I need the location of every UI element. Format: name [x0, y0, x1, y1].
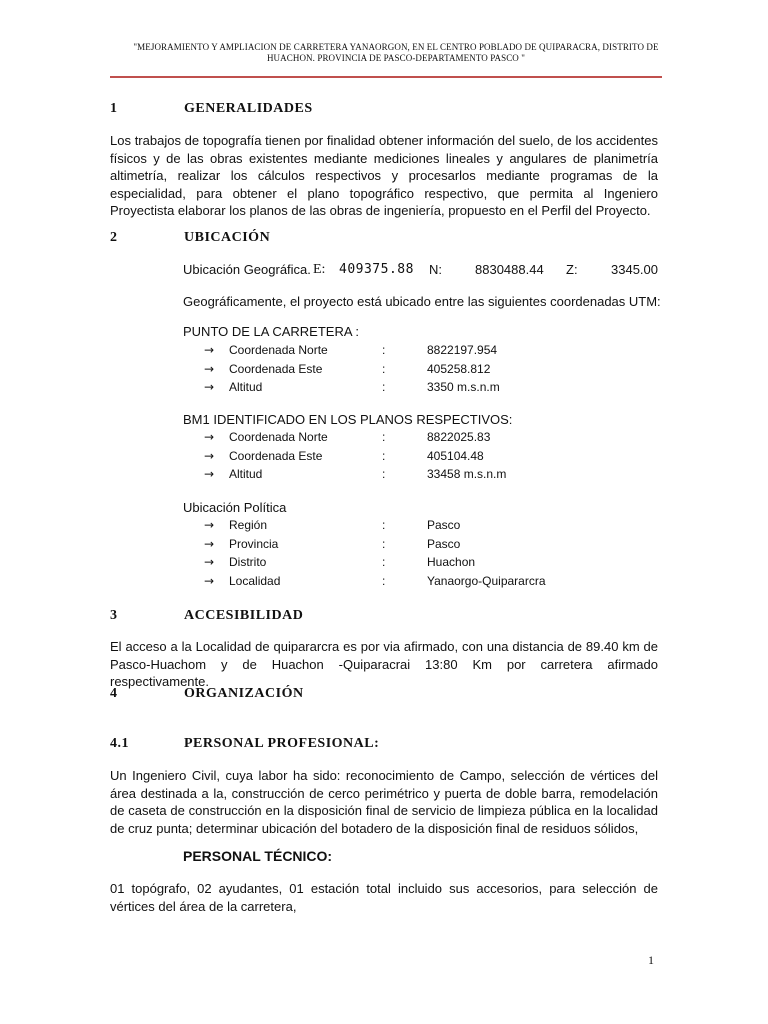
list-item-label: Altitud [229, 380, 263, 394]
list-item-separator: : [382, 536, 386, 551]
list-item-label: Coordenada Norte [229, 343, 328, 357]
arrow-right-icon: → [204, 361, 215, 376]
z-label: Z: [566, 262, 578, 277]
list-item-label: Coordenada Este [229, 448, 323, 463]
section-3-paragraph: El acceso a la Localidad de quipararcra es por via afirmado, con una distancia de 89.40 km de Pasco-Huachom y de Huachon -Quiparacrai 13:80 Km por carretera afirmado respectivamente. [110, 639, 658, 689]
section-title: ACCESIBILIDAD [184, 608, 304, 623]
header-rule [110, 76, 662, 78]
personal-tecnico-paragraph: 01 topógrafo, 02 ayudantes, 01 estación total incluido sus accesorios, para selección de vértices del área de la carretera, [110, 881, 658, 914]
list-item-value: 8822197.954 [427, 343, 498, 357]
arrow-right-icon: → [204, 467, 215, 481]
section-title: ORGANIZACIÓN [184, 686, 304, 701]
section-title: PERSONAL PROFESIONAL: [184, 736, 380, 751]
list-item-separator: : [382, 448, 386, 463]
arrow-right-icon: → [204, 536, 215, 551]
politica-title: Ubicación Política [183, 500, 287, 515]
section-title: GENERALIDADES [184, 101, 313, 116]
bm-title: BM1 IDENTIFICADO EN LOS PLANOS RESPECTIVOS: [183, 412, 513, 427]
section-1-paragraph: Los trabajos de topografía tienen por finalidad obtener información del suelo, de los accidentes físicos y de las obras existentes mediante mediciones lineales y angulares de planimetría altimetría, realizar los cálculos respectivos y procesarlos mediante programas de la especialidad, para obtener el plano topográfico respectivo, que permita al Ingeniero Proyectista elaborar los planos de las obras de ingeniería, propuesto en el Perfil del Proyecto. [110, 133, 658, 218]
list-item-label: Región [229, 518, 268, 532]
utm-intro: Geográficamente, el proyecto está ubicado entre las siguientes coordenadas UTM: [183, 294, 661, 309]
list-item-separator: : [382, 518, 386, 532]
list-item-label: Distrito [229, 555, 267, 569]
list-item-label: Coordenada Norte [229, 430, 328, 444]
header-line-2: HUACHON. PROVINCIA DE PASCO-DEPARTAMENTO PASCO " [266, 53, 526, 63]
n-value: 8830488.44 [475, 262, 544, 277]
list-item-value: Pasco [427, 536, 461, 551]
arrow-right-icon: → [204, 380, 215, 394]
section-4-1-paragraph: Un Ingeniero Civil, cuya labor ha sido: reconocimiento de Campo, selección de vértices del área destinada a la, construcción de cerco perimétrico y puerta de doble barra, remodelación de caseta de construcción en la disposición final de servicio de limpieza pública en la localidad de cruz punta; determinar ubicación del botadero de la disposición final de residuos sólidos, [110, 768, 658, 836]
section-number: 2 [110, 230, 118, 245]
e-value: 409375.88 [339, 262, 414, 277]
n-label: N: [429, 262, 442, 277]
list-item-separator: : [382, 555, 386, 569]
section-title: UBICACIÓN [184, 230, 271, 245]
arrow-right-icon: → [204, 343, 215, 357]
e-label: E: [313, 262, 326, 277]
document-header [96, 42, 696, 64]
header-line-1: "MEJORAMIENTO Y AMPLIACION DE CARRETERA YANAORGON, EN EL CENTRO POBLADO DE QUIPARACRA, DISTRITO DE [133, 42, 659, 52]
section-number: 4 [110, 686, 118, 701]
list-item-separator: : [382, 430, 386, 444]
arrow-right-icon: → [204, 518, 215, 532]
punto-title: PUNTO DE LA CARRETERA : [183, 324, 360, 339]
list-item-label: Provincia [229, 536, 279, 551]
arrow-right-icon: → [204, 573, 215, 588]
list-item-label: Altitud [229, 467, 263, 481]
section-number: 1 [110, 101, 118, 116]
list-item-separator: : [382, 380, 386, 394]
list-item-value: 405258.812 [427, 361, 491, 376]
list-item-separator: : [382, 573, 386, 588]
list-item-separator: : [382, 467, 386, 481]
section-number: 4.1 [110, 736, 129, 751]
list-item-separator: : [382, 343, 386, 357]
arrow-right-icon: → [204, 430, 215, 444]
arrow-right-icon: → [204, 448, 215, 463]
list-item-value: 33458 m.s.n.m [427, 467, 507, 481]
list-item-value: 8822025.83 [427, 430, 491, 444]
page-number: 1 [648, 953, 654, 967]
list-item-value: Pasco [427, 518, 461, 532]
list-item-label: Coordenada Este [229, 361, 323, 376]
list-item-value: Huachon [427, 555, 476, 569]
list-item-value: 3350 m.s.n.m [427, 380, 500, 394]
list-item-label: Localidad [229, 573, 281, 588]
list-item-value: Yanaorgo-Quipararcra [427, 573, 546, 588]
z-value: 3345.00 [611, 262, 658, 277]
list-item-separator: : [382, 361, 386, 376]
arrow-right-icon: → [204, 555, 215, 569]
section-number: 3 [110, 608, 118, 623]
geo-label: Ubicación Geográfica. [183, 262, 311, 277]
list-item-value: 405104.48 [427, 448, 484, 463]
personal-tecnico-title: PERSONAL TÉCNICO: [183, 848, 333, 864]
